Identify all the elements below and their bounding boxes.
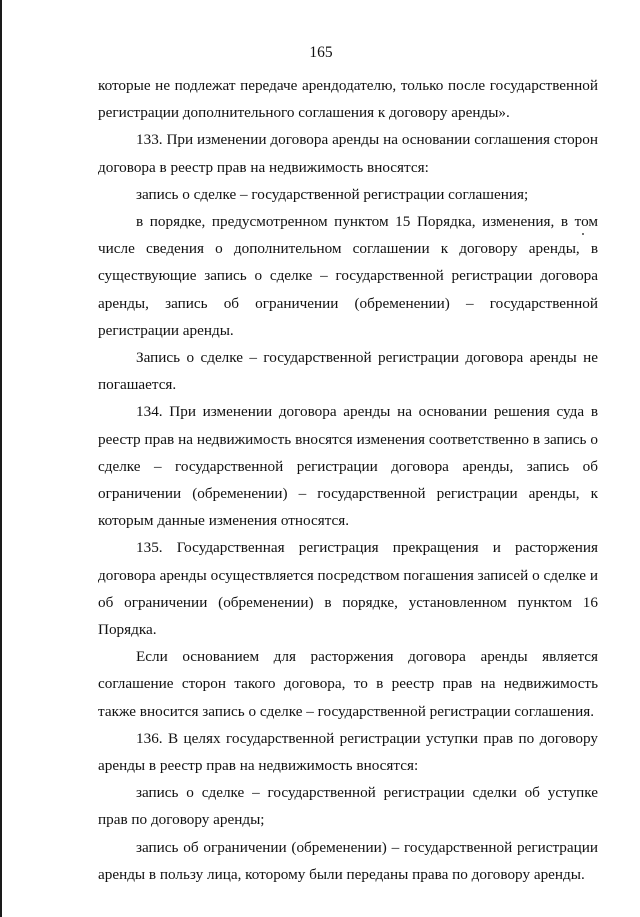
document-body [98,72,598,888]
paragraph-133-item-1: запись о сделке – государственной регистрации соглашения; [136,185,529,203]
paragraph-136-item-1: запись о сделке – государственной регистрации сделки об уступке прав по договору аренды; [98,784,598,829]
paragraph-133-note: Запись о сделке – государственной регистрации договора аренды не погашается. [98,349,598,394]
paragraph-135-note: Если основанием для расторжения договора аренды является соглашение сторон такого договора, то в реестр прав на недвижимость также вносится запись о сделке – государственной регистрации соглашения. [98,648,598,720]
scan-artifact [582,233,584,235]
paragraph-133: 133. При изменении договора аренды на основании соглашения сторон договора в реестр прав на недвижимость вносятся: [98,131,598,176]
page-number: 165 [309,44,333,61]
paragraph-135: 135. Государственная регистрация прекращения и расторжения договора аренды осуществляется посредством погашения записей о сделке и об ограничении (обременении) в порядке, установленном пунктом 16 Порядка. [98,539,598,639]
paragraph-136: 136. В целях государственной регистрации уступки прав по договору аренды в реестр прав на недвижимость вносятся: [98,729,598,775]
paragraph-continuation: которые не подлежат передаче арендодателю, только после государственной регистрации дополнительного соглашения к договору аренды». [98,77,598,122]
paragraph-136-item-2: запись об ограничении (обременении) – государственной регистрации аренды в пользу лица, которому были переданы права по договору аренды. [98,838,598,883]
paragraph-133-item-2: в порядке, предусмотренном пунктом 15 Порядка, изменения, в том числе сведения о дополнительном соглашении к договору аренды, в существующие запись о сделке – государственной регистрации договора аренды, запись об ограничении (обременении) – государственной регистрации аренды. [98,213,598,339]
paragraph-134: 134. При изменении договора аренды на основании решения суда в реестр прав на недвижимость вносятся изменения соответственно в запись о сделке – государственной регистрации договора аренды, запись об ограничении (обременении) – государственной регистрации аренды, к которым данные изменения относятся. [98,403,598,530]
